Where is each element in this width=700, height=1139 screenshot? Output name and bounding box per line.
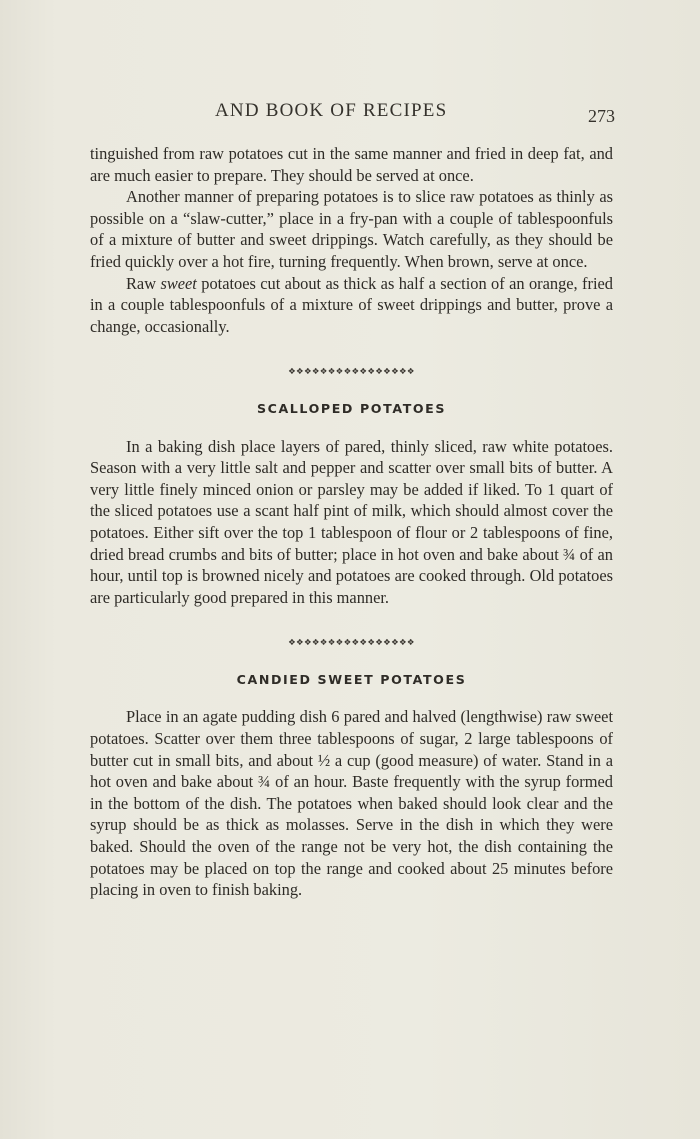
sweet-rest: potatoes cut about as thick as half a section of an orange, fried in a couple tablespoonfuls of a mixture of sweet drippings and butter, prove a change, occasionally. [90,273,613,336]
page-header [90,100,615,130]
sweet-potato-paragraph [90,273,613,338]
running-head: AND BOOK OF RECIPES [215,100,448,121]
slaw-cutter-paragraph: Another manner of preparing potatoes is to slice raw potatoes as thinly as possible on a “slaw-cutter,” place in a fry-pan with a couple of tablespoonfuls of a mixture of butter and sweet drippings. Watch carefully, as they should be fried quickly over a hot fire, turning frequently. When brown, serve at once. [90,187,613,271]
sweet-lead: Raw [126,273,157,293]
candied-sweet-potatoes-text: Place in an agate pudding dish 6 pared and halved (lengthwise) raw sweet potatoes. Scatter over them three tablespoons of sugar, 2 large tablespoons of butter cut in small bits, and about ½ a cup (good measure) of water. Stand in a hot oven and bake about ¾ of an hour. Baste frequently with the syrup formed in the bottom of the dish. The potatoes when baked should look clear and the syrup should be as thick as molasses. Serve in the dish in which they were baked. Should the oven of the range not be very hot, the dish containing the potatoes may be placed on top the range and cooked about 25 minutes before placing in oven to finish baking. [90,707,613,900]
section-title-candied-sweet-potatoes: CANDIED SWEET POTATOES [236,671,467,687]
section-title-scalloped-potatoes: SCALLOPED POTATOES [256,400,447,416]
scalloped-potatoes-text: In a baking dish place layers of pared, thinly sliced, raw white potatoes. Season with a very little salt and pepper and scatter over small bits of butter. A very little finely minced onion or parsley may be added if liked. To 1 quart of the sliced potatoes use a scant half pint of milk, which should almost cover the potatoes. Either sift over the top 1 tablespoon of flour or 2 tablespoons of fine, dried bread crumbs and bits of butter; place in hot oven and bake about ¾ of an hour, until top is browned nicely and potatoes are cooked through. Old potatoes are particularly good prepared in this manner. [90,436,613,607]
sweet-emphasis: sweet [160,273,197,293]
page-body [90,143,613,901]
ornament-divider: ❖❖❖❖❖❖❖❖❖❖❖❖❖❖❖❖ [288,638,415,649]
continued-paragraph: tinguished from raw potatoes cut in the same manner and fried in deep fat, and are much easier to prepare. They should be served at once. [90,144,613,185]
page-number: 273 [588,106,615,126]
ornament-divider: ❖❖❖❖❖❖❖❖❖❖❖❖❖❖❖❖ [288,367,415,378]
